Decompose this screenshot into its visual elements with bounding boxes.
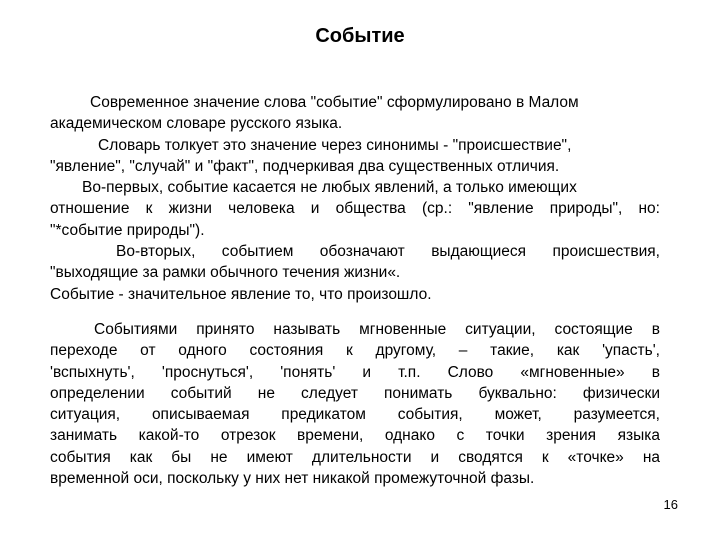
text-line: "явление", "случай" и "факт", подчеркивая два существенных отличия. [50, 157, 560, 175]
paragraph-instant-events [50, 319, 660, 489]
text-line: переходе от одного состояния к другому, – такие, как 'упасть', [50, 342, 660, 360]
text-line: Во-первых, событие касается не любых явлений, а только имеющих [82, 179, 577, 197]
text-line: ситуация, описываемая предикатом события, может, разумеется, [50, 406, 660, 424]
slide-title: Событие [315, 25, 405, 47]
text-line: отношение к жизни человека и общества (ср.: "явление природы", но: [50, 200, 660, 218]
page-number: 16 [663, 497, 678, 512]
text-line: Во-вторых, событием обозначают выдающиеся происшествия, [116, 243, 660, 261]
text-line: Событиями принято называть мгновенные ситуации, состоящие в [94, 321, 660, 338]
text-line: 'вспыхнуть', 'проснуться', 'понять' и т.п. Слово «мгновенные» в [50, 363, 660, 381]
text-line: временной оси, поскольку у них нет никакой промежуточной фазы. [50, 470, 535, 488]
text-line: события как бы не имеют длительности и сводятся к «точке» на [50, 448, 660, 466]
text-line: "выходящие за рамки обычного течения жизни«. [50, 264, 401, 282]
text-line: "*событие природы"). [50, 221, 205, 239]
text-line: занимать какой-то отрезок времени, однако с точки зрения языка [50, 427, 660, 445]
text-line: Современное значение слова "событие" сформулировано в Малом [90, 94, 579, 111]
text-line: академическом словаре русского языка. [50, 115, 343, 133]
paragraph-definition [50, 92, 660, 305]
text-line: определении событий не следует понимать буквально: физически [50, 384, 660, 402]
text-line: Событие - значительное явление то, что произошло. [50, 285, 432, 303]
text-line: Словарь толкует это значение через синонимы - "происшествие", [98, 136, 572, 154]
